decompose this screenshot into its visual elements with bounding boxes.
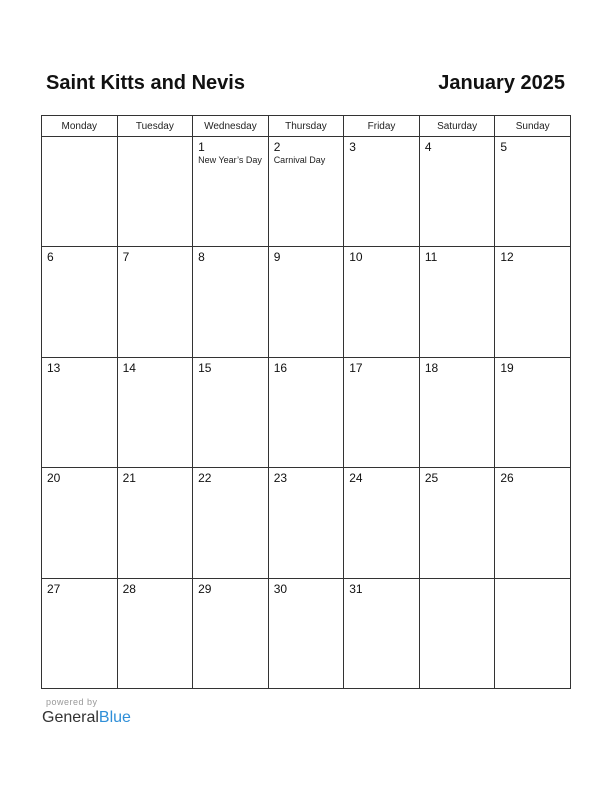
day-cell	[344, 137, 420, 247]
day-cell	[419, 468, 495, 578]
day-cell	[419, 137, 495, 247]
day-number: 9	[273, 250, 281, 265]
day-number: 15	[198, 360, 212, 375]
weekday-header-sunday: Sunday	[495, 116, 571, 137]
day-cell	[193, 137, 269, 247]
day-number	[118, 137, 193, 140]
day-cell	[495, 468, 571, 578]
week-row	[42, 247, 571, 357]
weekday-header-row	[42, 116, 571, 137]
day-cell	[495, 247, 571, 357]
day-number: 16	[273, 360, 288, 375]
day-cell	[495, 357, 571, 467]
day-cell	[193, 578, 269, 688]
day-cell	[42, 247, 118, 357]
day-cell	[42, 357, 118, 467]
day-number: 8	[198, 250, 205, 265]
day-number: 12	[500, 250, 514, 265]
day-number: 20	[47, 471, 61, 486]
day-cell	[268, 137, 344, 247]
day-number: 5	[500, 140, 508, 154]
week-row	[42, 357, 571, 467]
day-number: 27	[47, 581, 61, 596]
day-number: 29	[198, 581, 212, 596]
day-cell	[268, 357, 344, 467]
day-number: 26	[500, 471, 514, 486]
country-title: Saint Kitts and Nevis	[46, 72, 245, 94]
day-cell	[344, 247, 420, 357]
day-cell	[117, 468, 193, 578]
day-cell	[193, 247, 269, 357]
day-number: 24	[349, 471, 363, 486]
weekday-header-monday: Monday	[42, 116, 118, 137]
day-number: 7	[122, 250, 130, 265]
day-cell	[42, 137, 118, 247]
calendar-grid	[41, 115, 571, 689]
day-number: 18	[424, 360, 439, 375]
day-number: 3	[349, 140, 356, 154]
brand-name-part2: Blue	[98, 709, 131, 726]
day-number	[420, 579, 495, 582]
weekday-header-tuesday: Tuesday	[117, 116, 193, 137]
day-cell	[495, 578, 571, 688]
day-number: 30	[273, 581, 288, 596]
week-row	[42, 578, 571, 688]
day-number: 22	[198, 471, 212, 486]
month-year-title: January 2025	[438, 72, 565, 94]
day-number: 11	[424, 250, 438, 265]
day-cell	[42, 578, 118, 688]
day-number: 25	[424, 471, 439, 486]
day-number: 14	[122, 360, 136, 375]
week-row	[42, 137, 571, 247]
weekday-header-friday: Friday	[344, 116, 420, 137]
day-number: 10	[349, 250, 363, 265]
day-cell	[419, 247, 495, 357]
day-number: 4	[424, 140, 432, 154]
day-number: 13	[47, 360, 61, 375]
brand-name-part1: General	[42, 709, 99, 726]
day-cell	[268, 247, 344, 357]
holiday-label: New Year’s Day	[198, 155, 262, 165]
day-cell	[117, 137, 193, 247]
day-cell	[419, 357, 495, 467]
day-number: 1	[198, 140, 205, 154]
day-number: 28	[122, 581, 136, 596]
day-cell	[344, 468, 420, 578]
day-cell	[344, 357, 420, 467]
day-number: 31	[349, 581, 363, 596]
day-cell	[268, 468, 344, 578]
day-cell	[117, 578, 193, 688]
weekday-header-saturday: Saturday	[419, 116, 495, 137]
day-number: 17	[349, 360, 363, 375]
day-cell	[117, 357, 193, 467]
generalblue-logo	[42, 708, 131, 728]
day-number: 6	[47, 250, 54, 265]
day-cell	[117, 247, 193, 357]
day-number	[495, 579, 570, 582]
day-number: 21	[122, 471, 136, 486]
day-number: 23	[273, 471, 288, 486]
week-row	[42, 468, 571, 578]
day-number: 19	[500, 360, 514, 375]
day-cell	[268, 578, 344, 688]
day-number	[42, 137, 117, 140]
day-cell	[193, 357, 269, 467]
day-cell	[344, 578, 420, 688]
powered-by-text: powered by	[46, 697, 98, 707]
weekday-header-thursday: Thursday	[268, 116, 344, 137]
day-cell	[42, 468, 118, 578]
weekday-header-wednesday: Wednesday	[193, 116, 269, 137]
day-cell	[495, 137, 571, 247]
day-number: 2	[273, 140, 281, 154]
holiday-label: Carnival Day	[273, 155, 326, 165]
day-cell	[419, 578, 495, 688]
day-cell	[193, 468, 269, 578]
